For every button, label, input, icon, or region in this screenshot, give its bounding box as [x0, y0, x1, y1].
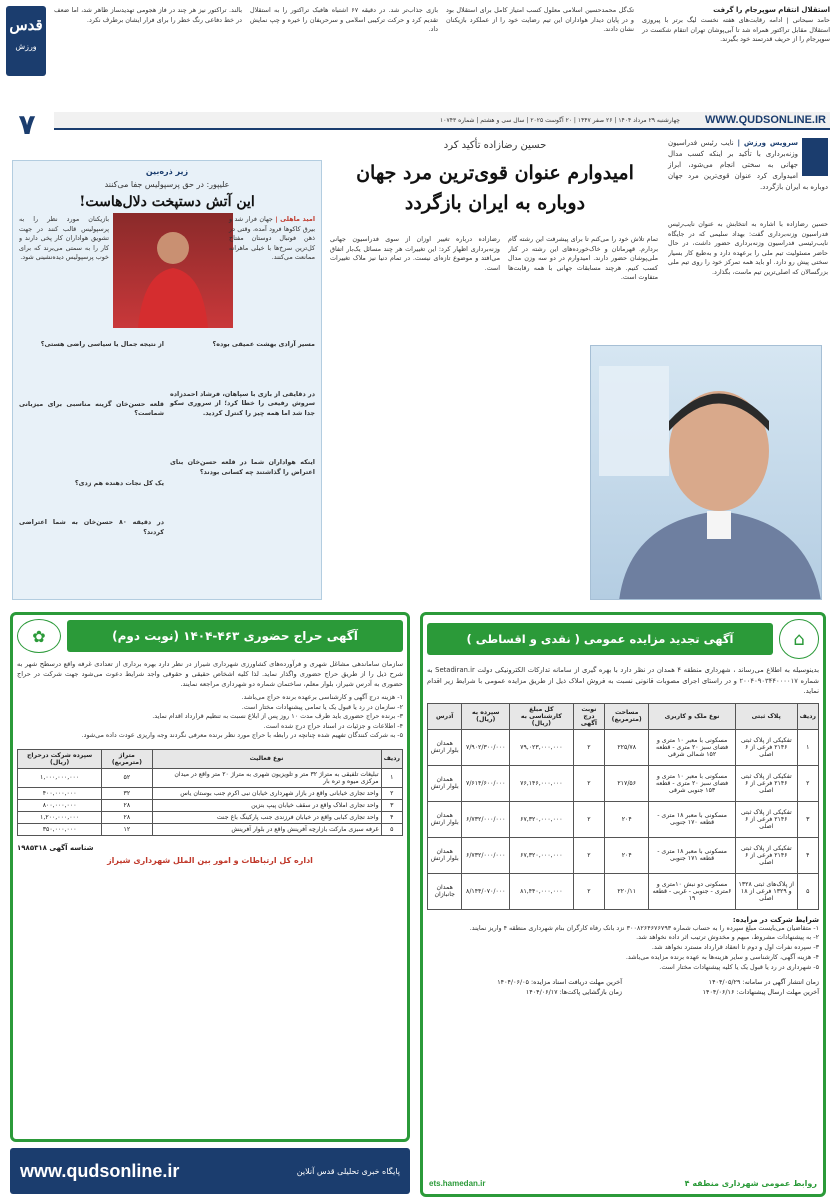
sidebar-questions: [19, 336, 315, 537]
top-column: [446, 6, 634, 106]
sidebar-subhead: اینکه هواداران شما در قلعه حسن‌خان بنای اعتراض را گذاشتند چه کسانی بودند؟: [170, 458, 315, 476]
table-cell: ۵۲: [102, 768, 152, 787]
table-cell: ۶۷,۳۲۰,۰۰۰,۰۰۰: [510, 801, 573, 837]
logo-text: قدس: [9, 16, 43, 34]
table-cell: مسکونی با معبر ۱۸ متری - قطعه ۱۷۰ جنوبی: [649, 801, 736, 837]
hamedan-logo-icon: ⌂: [779, 619, 819, 659]
top-column: [54, 6, 242, 106]
table-cell: ۲: [573, 765, 605, 801]
sidebar-subhead: یک کل نجات دهنده هم زدی؟: [74, 478, 164, 487]
ad-hamedan: [420, 612, 826, 1197]
table-row: [18, 787, 403, 799]
table-cell: تبلیغات تلفیقی به متراژ ۳۲ متر و تلویزیون شهری به متراژ ۲۰ متر واقع در میدان مرکزی میوه و تره بار: [152, 768, 381, 787]
timeline-item: آخرین مهلت ارسال پیشنهادات: ۱۴۰۴/۰۶/۱۶: [702, 988, 819, 997]
ad-hamedan-footer: روابط عمومی شهرداری منطقه ۴: [684, 1179, 817, 1188]
portrait-photo: [590, 345, 822, 600]
sidebar-right-col: [229, 215, 315, 263]
player-figure-icon: [113, 213, 233, 328]
table-cell: ۴: [381, 811, 402, 823]
sidebar-left-col: بازیکنان مورد نظر را به پرسپولیس قالب کنند در جهت تشویق هواداران کار پخی دارند و کار را به سمتی می‌برند که برای خوب پرسپولیس دیده‌نشینی شود.: [19, 215, 109, 261]
timeline-item: آخرین مهلت دریافت اسناد مزایده: ۱۴۰۴/۰۶/۰۵: [497, 978, 622, 987]
table-row: [18, 823, 403, 835]
story-col-2: تمام تلاش خود را می‌کنم تا برای پیشرفت این رشته گام بردارم. قهرمانان و خاک‌خورده‌های این رشته در کنار ملی‌پوشان حضور دارند. امیدوارم در دو سه وزن مدال کسب کنیم. هرچند مسابقات جهانی با همه رقابت‌ها متفاوت است.: [508, 235, 658, 281]
table-cell: ۸۰۰,۰۰۰,۰۰۰: [18, 799, 102, 811]
bottom-url[interactable]: www.qudsonline.ir: [20, 1160, 180, 1181]
condition-item: ۲- سازمان در رد یا قبول یک یا تمامی پیشنهادات مختار است.: [241, 702, 403, 711]
masthead-logo: [6, 6, 46, 76]
table-cell: مسکونی با معبر ۱۰ متری و فضای سبز ۲۰ متری - قطعه ۱۵۲ شمالی شرقی: [649, 729, 736, 765]
table-header: کل مبلغ کارشناسی به (ریال): [510, 703, 573, 729]
table-row: [428, 837, 819, 873]
lead-column: [668, 138, 828, 193]
lead-square: [802, 138, 828, 176]
table-cell: ۱۲: [102, 823, 152, 835]
table-cell: ۲: [797, 765, 818, 801]
table-cell: ۶/۷۳۲/۰۰۰/۰۰۰: [462, 801, 510, 837]
table-header: متراژ (مترمربع): [102, 749, 152, 768]
main-headline: [330, 158, 660, 218]
table-cell: ۸/۱۴۴/۰۷۰/۰۰۰: [462, 873, 510, 909]
timeline-item: زمان بازگشایی پاکت‌ها: ۱۴۰۴/۰۶/۱۷: [525, 988, 622, 997]
table-cell: همدان بلوار ارتش: [428, 765, 462, 801]
table-cell: همدان بلوار ارتش: [428, 729, 462, 765]
story-col-3: رضازاده درباره تغییر اوزان از سوی فدراسیون جهانی وزنه‌برداری اظهار کرد: این تغییرات هر چند مسائل یک‌بار اتفاق می‌افتد و موضوع تازه‌ای نیست. در تمام دنیا نیز ملاک تغییرات است.: [330, 235, 500, 272]
condition-item: ۲- به پیشنهادات مشروط، مبهم و مخدوش ترتیب اثر داده نخواهد شد.: [636, 933, 819, 942]
player-photo: [113, 213, 233, 328]
table-cell: مسکونی با معبر ۱۰ متری و فضای سبز ۲۰ متری - قطعه ۱۵۳ جنوبی شرقی: [649, 765, 736, 801]
condition-item: ۱- متقاضیان می‌بایست مبلغ سپرده را به حساب شماره ۳۰۰۸۲۶۴۶۷۶۷۹۳ نزد بانک رفاه کارگران بنام شهرداری منطقه ۴ واریز نمایند.: [469, 923, 819, 932]
table-cell: ۷/۹۰۲/۳۰۰/۰۰۰: [462, 729, 510, 765]
ad-hamedan-conditions-title: شرایط شرکت در مزایده:: [732, 915, 819, 924]
table-cell: ۲۸: [102, 811, 152, 823]
ad-shiraz-shenaseh: شناسه آگهی ۱۹۸۵۳۱۸: [17, 843, 94, 852]
table-cell: ۱,۲۰۰,۰۰۰,۰۰۰: [18, 811, 102, 823]
ad-hamedan-site[interactable]: ets.hamedan.ir: [429, 1179, 486, 1188]
table-cell: تفکیکی از پلاک ثبتی ۲۱۴۶ فرعی از ۶ اصلی: [735, 837, 797, 873]
table-cell: همدان جانبازان: [428, 873, 462, 909]
ad-shiraz: [10, 612, 410, 1142]
table-cell: تفکیکی از پلاک ثبتی ۲۱۴۶ فرعی از ۶ اصلی: [735, 729, 797, 765]
date-line: چهارشنبه ۲۹ مرداد ۱۴۰۴ | ۲۶ صفر ۱۴۴۷ | ۲۰ آگوست ۲۰۲۵ | سال سی و هشتم | شماره ۱۰۷۴۳: [440, 117, 680, 124]
sidebar-subhead: از نتیجه‌ جمال یا سیاسی راضی هستی؟: [40, 340, 164, 348]
sidebar-tag: زیر ذره‌بین: [145, 167, 189, 176]
table-row: [18, 799, 403, 811]
table-cell: غرفه سبزی مارکت بازارچه آفرینش واقع در بلوار آفرینش: [152, 823, 381, 835]
table-header: نوبت درج آگهی: [573, 703, 605, 729]
table-cell: واحد تجاری املاک واقع در سقف خیابان پیپ بنزین: [152, 799, 381, 811]
table-cell: تفکیکی از پلاک ثبتی ۲۱۴۶ فرعی از ۶ اصلی: [735, 801, 797, 837]
top-column: [642, 6, 830, 106]
ad-hamedan-body: بدینوسیله به اطلاع می‌رساند ، شهرداری منطقه ۴ همدان در نظر دارد با بهره گیری از سامانه تدارکات الکترونیکی دولت Setadiran.ir به شماره ۲۰۰۴۰۹۰۳۴۴۰۰۰۰۱۷ و در راستای اجرای مصوبات قانونی نسبت به فروش املاک ذیل از طریق مزایده عمومی با شرایط زیر اقدام نماید.: [427, 666, 820, 695]
table-header: سپرده شرکت درحراج (ریال): [18, 749, 102, 768]
condition-item: ۳- برنده حراج حضوری باید ظرف مدت ۱۰ روز پس از ابلاغ نسبت به تنظیم قرارداد اقدام نماید.: [152, 712, 403, 720]
table-cell: واحد تجاری کبابی واقع در خیابان فرزندی جنب پارکینگ باغ جنت: [152, 811, 381, 823]
table-cell: ۵: [381, 823, 402, 835]
lead-author: سرویس ورزش |: [737, 139, 798, 147]
sidebar-subhead: در دقایقی از بازی با سپاهان، فرشاد احمدزاده سروش رفیعی را خطا کرد؛ از سروری سکو جدا شد اما همه ‌چیز را کنترل کردید.: [170, 389, 315, 417]
timeline-item: زمان انتشار آگهی در سامانه: ۱۴۰۴/۰۵/۲۹: [708, 978, 819, 987]
sidebar-title: این آتش دستپخت دلال‌هاست!: [79, 194, 255, 210]
table-row: [428, 729, 819, 765]
table-cell: ۳: [381, 799, 402, 811]
table-cell: ۳۵۰,۰۰۰,۰۰۰: [18, 823, 102, 835]
ad-hamedan-conditions: [427, 924, 819, 973]
sidebar-subhead: مسیر آزادی بهشت عمیقی بوده؟: [212, 340, 315, 348]
table-cell: ۱: [381, 768, 402, 787]
table-cell: ۳۲: [102, 787, 152, 799]
table-cell: ۸۱,۴۴۰,۰۰۰,۰۰۰: [510, 873, 573, 909]
table-header: سپرده به (ریال): [462, 703, 510, 729]
headline-line: دوباره به ایران بازگردد: [404, 192, 586, 214]
table-cell: ۶/۷۳۲/۰۰۰/۰۰۰: [462, 837, 510, 873]
top-column-text: بازی جذاب‌تر شد. در دقیقه ۶۷ اشتباه هافبک تراکتور را به استقلال تقدیم کرد و حرکت ترکیبی اسلامی و سرحریفان را خیره و چپ نمایش داد.: [250, 6, 438, 33]
sidebar-box: [12, 160, 322, 600]
table-cell: ۲: [573, 729, 605, 765]
condition-item: ۴- هزینه آگهی، کارشناسی و سایر هزینه‌ها به عهده برنده مزایده می‌باشد.: [625, 952, 819, 961]
ad-shiraz-conditions: [17, 693, 403, 741]
ad-shiraz-title: آگهی حراج حضوری ۴۶۳-۱۴۰۴ (نوبت دوم): [67, 620, 403, 652]
table-header: آدرس: [428, 703, 462, 729]
table-cell: ۲: [573, 837, 605, 873]
table-cell: همدان بلوار ارتش: [428, 837, 462, 873]
condition-item: ۵- شهرداری در رد یا قبول یک یا کلیه پیشنهادات مختار است.: [659, 962, 819, 971]
table-cell: ۲۸: [102, 799, 152, 811]
sidebar-subhead: در دقیقه ۸۰ حسن‌خان به شما اعتراضی کردند؟: [19, 518, 164, 536]
table-cell: ۲۰۴: [605, 837, 649, 873]
story-col-1: حسین رضازاده با اشاره به انتخابش به عنوان نایب‌رئیس فدراسیون وزنه‌برداری گفت: بهداد سلیمی که در جایگاه نایب‌رئیسی فدراسیون وزنه‌برداری حضور داشت، در حال حاضر مسئولیت تیم ملی را برعهده دارد و به‌طبع کار بسیار سختی پیش رو دارد. او باید همه تمرکز خود را روی تیم ملی بزرگسالان که اصلی‌ترین تیم ماست، بگذارد.: [668, 220, 828, 276]
condition-item: ۵- به شرکت کنندگان تفهیم شده چنانچه در رابطه با حراج مورد نظر برنده معرفی نگردند وجه واریزی عودت داده می‌شود.: [81, 731, 403, 739]
sidebar-subhead: قلعه حسن‌خان گزینه مناسبی برای میزبانی شماست؟: [19, 399, 164, 417]
table-cell: مسکونی با معبر ۱۸ متری - قطعه ۱۷۱ جنوبی: [649, 837, 736, 873]
person-figure-icon: [590, 346, 821, 600]
shiraz-logo-icon: ✿: [17, 619, 61, 653]
table-header: ردیف: [797, 703, 818, 729]
headline-line: امیدوارم عنوان قوی‌ترین مرد جهان: [356, 162, 634, 184]
table-cell: ۷۶,۱۴۶,۰۰۰,۰۰۰: [510, 765, 573, 801]
sidebar-subtitle: علیپور: در حق پرسپولیس جفا می‌کنند: [104, 180, 230, 189]
site-url[interactable]: WWW.QUDSONLINE.IR: [705, 114, 826, 126]
table-cell: ۴: [797, 837, 818, 873]
table-row: [428, 873, 819, 909]
page-number: ۷: [18, 108, 36, 141]
table-row: [18, 811, 403, 823]
top-column-text: بالند. تراکتور نیز هر چند در فاز هجومی تهدیدساز ظاهر شد، اما ضعف در خط دفاعی رنگ خطر را برای فرار ایشان برطرف نکرد.: [54, 6, 242, 24]
table-cell: ۲۲۰/۱۱: [605, 873, 649, 909]
table-header: نوع ملک و کاربری: [649, 703, 736, 729]
bottom-tagline: پایگاه خبری تحلیلی قدس آنلاین: [296, 1166, 400, 1176]
table-cell: ۲: [381, 787, 402, 799]
table-cell: ۳: [797, 801, 818, 837]
table-cell: ۷۹,۰۲۳,۰۰۰,۰۰۰: [510, 729, 573, 765]
ad-shiraz-footer: اداره کل ارتباطات و امور بین الملل شهرداری شیراز: [107, 855, 313, 865]
table-cell: مسکونی دو نبش ۱۰متری و ۶متری - جنوبی - غربی - قطعه ۱۹: [649, 873, 736, 909]
table-cell: ۱,۰۰۰,۰۰۰,۰۰۰: [18, 768, 102, 787]
top-column-title: استقلال انتقام سوپرجام را گرفت: [713, 6, 830, 14]
table-cell: از پلاک‌های ثبتی ۱۳۲۸ و ۱۳۲۹ فرعی از ۱۸ اصلی: [735, 873, 797, 909]
table-cell: ۱: [797, 729, 818, 765]
table-cell: ۷/۶۱۴/۶۰۰/۰۰۰: [462, 765, 510, 801]
table-header: مساحت (مترمربع): [605, 703, 649, 729]
table-cell: ۵: [797, 873, 818, 909]
ad-shiraz-table: [17, 749, 403, 836]
bottom-banner[interactable]: [10, 1148, 410, 1194]
table-cell: همدان بلوار ارتش: [428, 801, 462, 837]
table-row: [18, 768, 403, 787]
table-cell: ۲۲۵/۷۸: [605, 729, 649, 765]
table-cell: ۴۰۰,۰۰۰,۰۰۰: [18, 787, 102, 799]
ad-hamedan-title: آگهی تجدید مزایده عمومی ( نقدی و اقساطی ): [427, 623, 773, 655]
top-column: [250, 6, 438, 106]
table-cell: تفکیکی از پلاک ثبتی ۲۱۴۶ فرعی از ۶ اصلی: [735, 765, 797, 801]
table-cell: ۲: [573, 873, 605, 909]
condition-item: ۱- هزینه درج آگهی و کارشناسی برعهده برنده حراج می‌باشد.: [241, 693, 403, 701]
condition-item: ۴- اطلاعات و جزئیات در اسناد حراج درج شده است.: [263, 721, 403, 730]
main-kicker: حسین رضازاده تأکید کرد: [443, 140, 547, 151]
top-column-text: حامد سبحانی | ادامه رقابت‌های هفته نخست لیگ برتر با پیروزی استقلال مقابل تراکتور همراه شد تا آبی‌پوشان تهران انتقام شکست در سوپرجام را از حریف قدرتمند خود بگیرند.: [642, 16, 830, 43]
sidebar-text: جهان فرار شد و بیرق کاکوها فرود آمده، وقتی در ذهن فوتبال دوستان مفتاح کل‌ترین سرخ‌ها با خیلی ماهرانه ممانعت می‌کنند.: [229, 215, 315, 261]
header-bar: [54, 112, 830, 130]
ad-hamedan-table: [427, 703, 819, 910]
table-cell: ۲۱۷/۵۶: [605, 765, 649, 801]
table-row: [428, 765, 819, 801]
ad-shiraz-body: سازمان ساماندهی مشاغل شهری و فرآورده‌های کشاورزی شهرداری شیراز در نظر دارد بهره برداری از تعدادی غرفه واقع درسطح شهر به شرح ذیل را از طریق حراج حضوری واگذار نماید. لذا کلیه اشخاص حقیقی و حقوقی واجد شرایط دعوت می‌شود جهت شرکت در حراج حضوری به آدرس شیراز، بلوار معلم، ساختمان شماره دو شهرداری مراجعه نمایند.: [17, 660, 403, 688]
table-cell: واحد تجاری خیابانی واقع در بازار شهرداری خیابان نبی اکرم جنب بوستان یاس: [152, 787, 381, 799]
lead-text: نایب رئیس فدراسیون وزنه‌برداری با تأکید بر اینکه کسب مدال جهانی به سختی انجام می‌شود، ابراز امیدواری کرد عنوان قوی‌ترین مرد جهان دوباره به ایران بازگردد.: [668, 139, 828, 191]
table-header: نوع فعالیت: [152, 749, 381, 768]
top-columns: [54, 6, 830, 106]
section-name: ورزش: [15, 42, 37, 51]
condition-item: ۳- سپرده نفرات اول و دوم تا انعقاد قرارداد مسترد نخواهد شد.: [651, 943, 819, 952]
sidebar-author: امید ماهلی |: [275, 215, 316, 223]
table-cell: ۲: [573, 801, 605, 837]
table-header: ردیف: [381, 749, 402, 768]
table-cell: ۲۰۴: [605, 801, 649, 837]
table-cell: ۶۷,۳۲۰,۰۰۰,۰۰۰: [510, 837, 573, 873]
table-header: پلاک ثبتی: [735, 703, 797, 729]
top-column-text: تک‌گل محمدحسین اسلامی معلول کسب امتیاز کامل برای استقلال بود و در پایان دیدار هواداران این تیم رضایت خود را از عملکرد بازیکنان نشان دادند.: [446, 6, 634, 33]
table-row: [428, 801, 819, 837]
ad-hamedan-timeline: [427, 978, 819, 996]
